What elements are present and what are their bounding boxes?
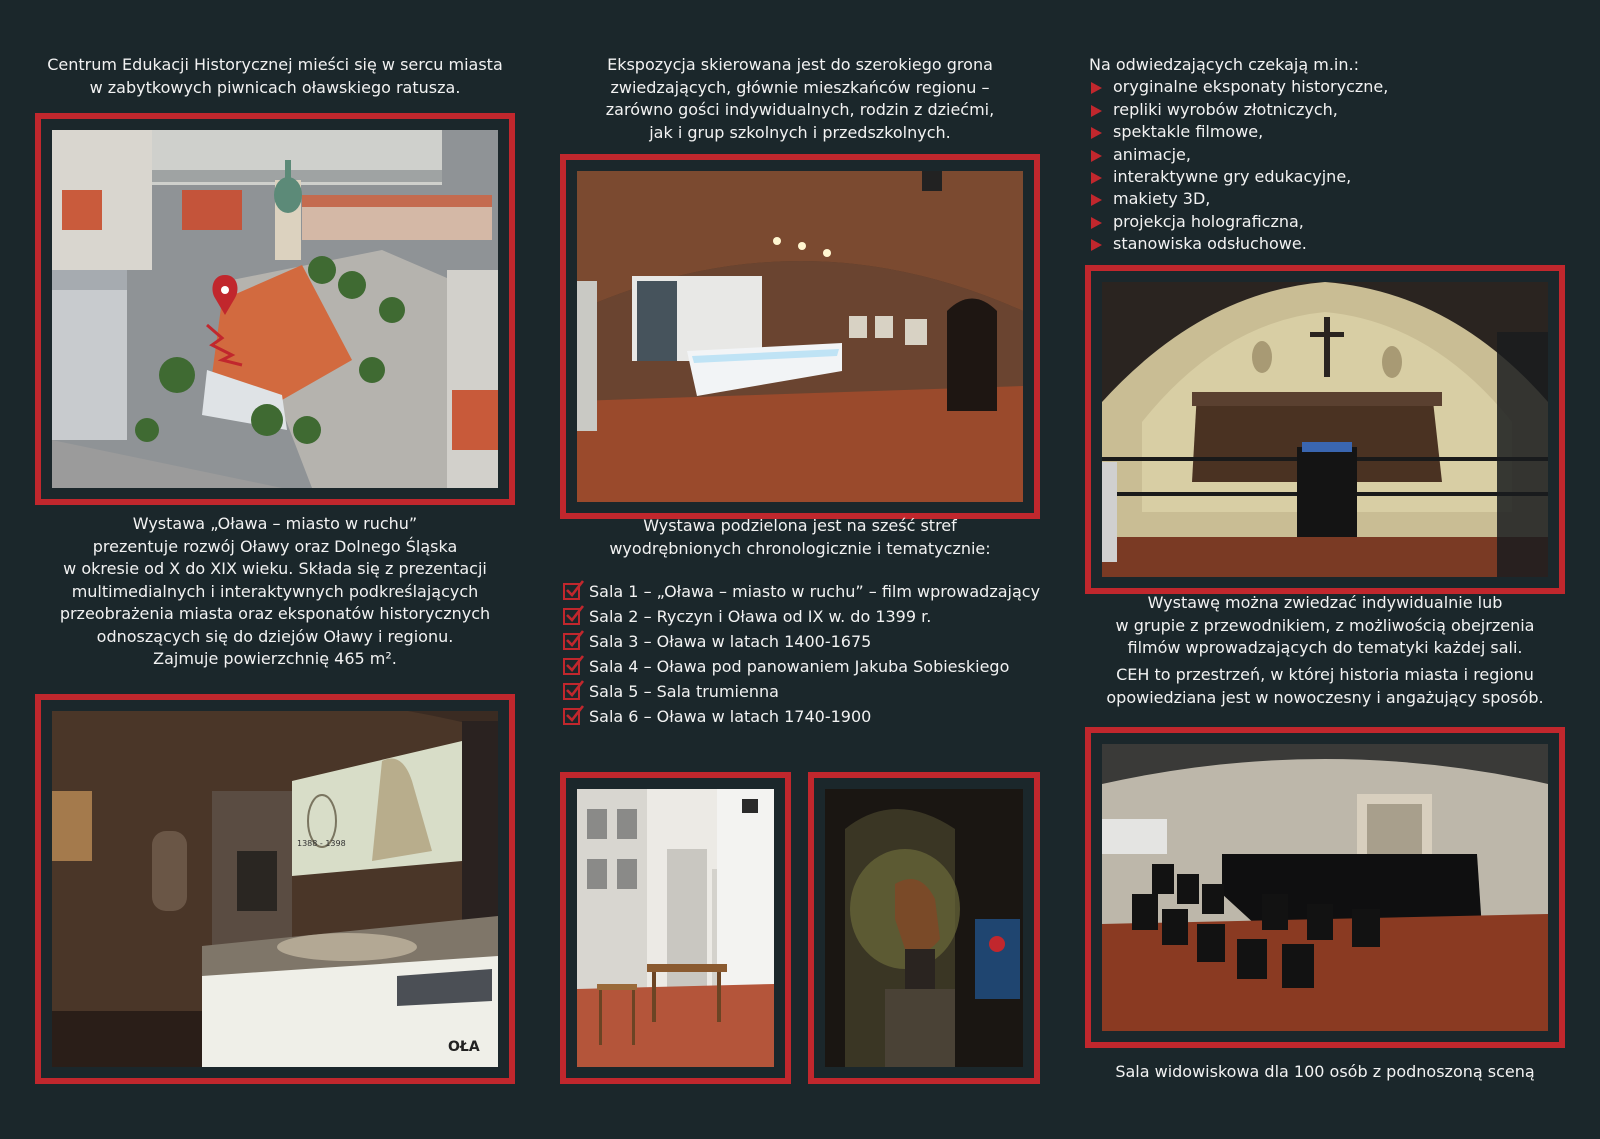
room-label: Sala 5 – Sala trumienna — [589, 682, 779, 701]
rooster-photo — [825, 789, 1023, 1067]
visit-line: filmów wprowadzających do tematyki każdej sali. — [1127, 638, 1523, 657]
auditorium-caption: Sala widowiskowa dla 100 osób z podnoszoną sceną — [1115, 1062, 1535, 1081]
photo-frame-rooster — [808, 772, 1040, 1084]
room-item — [563, 604, 1053, 629]
offer-intro: Na odwiedzających czekają m.in.: — [1089, 55, 1359, 74]
exhibit-line: przeobrażenia miasta oraz eksponatów historycznych — [59, 604, 491, 623]
auditorium-photo — [1102, 744, 1548, 1031]
checkbox-checked-icon — [563, 679, 585, 701]
room-item — [563, 629, 1053, 654]
offer-label: repliki wyrobów złotniczych, — [1113, 99, 1338, 119]
photo-frame-street-room — [560, 772, 791, 1084]
exhibit-line: Zajmuje powierzchnię 465 m². — [153, 649, 397, 668]
offer-label: animacje, — [1113, 144, 1191, 164]
room-item — [563, 679, 1053, 704]
audience-line: zarówno gości indywidualnych, rodzin z dziećmi, — [605, 100, 995, 119]
exhibit-line: odnoszących się do dziejów Oławy i regionu. — [96, 626, 454, 646]
projection-room-photo — [52, 711, 498, 1067]
zones-intro — [560, 515, 1040, 560]
audience-line: Ekspozycja skierowana jest do szerokiego grona — [607, 55, 993, 74]
visit-info — [1080, 592, 1570, 660]
ceh-info — [1080, 664, 1570, 709]
room-item — [563, 654, 1053, 679]
offer-item — [1089, 211, 1529, 233]
offer-label: oryginalne eksponaty historyczne, — [1113, 77, 1389, 97]
photo-frame-aerial — [35, 113, 515, 505]
arrow-bullet-icon — [1091, 82, 1102, 94]
checkbox-checked-icon — [563, 654, 585, 676]
offer-list — [1089, 54, 1529, 256]
arrow-bullet-icon — [1091, 127, 1102, 139]
offer-item — [1089, 99, 1529, 121]
checkbox-checked-icon — [563, 579, 585, 601]
room-label: Sala 3 – Oława w latach 1400-1675 — [589, 632, 872, 651]
exhibit-line: prezentuje rozwój Oławy oraz Dolnego Śląska — [92, 536, 458, 556]
offer-label: makiety 3D, — [1113, 189, 1211, 209]
room-label: Sala 1 – „Oława – miasto w ruchu” – film wprowadzający — [589, 582, 1041, 601]
audience-text — [560, 54, 1040, 144]
photo-frame-coffin-room — [1085, 265, 1565, 594]
arrow-bullet-icon — [1091, 194, 1102, 206]
street-room-photo — [577, 789, 774, 1067]
arrow-bullet-icon — [1091, 150, 1102, 162]
audience-line: jak i grup szkolnych i przedszkolnych. — [649, 122, 951, 142]
ceh-line: CEH to przestrzeń, w której historia miasta i regionu — [1116, 665, 1534, 684]
arrow-bullet-icon — [1091, 105, 1102, 117]
room-label: Sala 6 – Oława w latach 1740-1900 — [589, 707, 872, 726]
zones-line: Wystawa podzielona jest na sześć stref — [643, 516, 957, 535]
projection-date: 1388 - 1398 — [297, 839, 346, 848]
checkbox-checked-icon — [563, 629, 585, 651]
exhibit-line: Wystawa „Oława – miasto w ruchu” — [132, 514, 418, 533]
zones-line: wyodrębnionych chronologicznie i tematycznie: — [609, 538, 991, 558]
model-label: OŁA — [448, 1039, 480, 1055]
rooms-list — [563, 579, 1053, 729]
audience-line: zwiedzających, głównie mieszkańców regionu – — [610, 77, 990, 97]
arrow-bullet-icon — [1091, 217, 1102, 229]
exhibit-line: multimedialnych i interaktywnych podkreślających — [71, 581, 479, 601]
visit-line: Wystawę można zwiedzać indywidualnie lub — [1147, 593, 1503, 612]
room-label: Sala 2 – Ryczyn i Oława od IX w. do 1399 r. — [589, 607, 932, 626]
room-item — [563, 704, 1053, 729]
exhibit-description — [40, 513, 510, 671]
arrow-bullet-icon — [1091, 239, 1102, 251]
offer-item — [1089, 188, 1529, 210]
intro-paragraph: Centrum Edukacji Historycznej mieści się w sercu miasta w zabytkowych piwnicach oławskiego ratusza. — [47, 55, 503, 97]
offer-label: interaktywne gry edukacyjne, — [1113, 167, 1352, 187]
offer-item — [1089, 144, 1529, 166]
room-item — [563, 579, 1053, 604]
offer-item — [1089, 76, 1529, 98]
photo-frame-auditorium — [1085, 727, 1565, 1048]
aerial-town-photo — [52, 130, 498, 488]
offer-item — [1089, 233, 1529, 255]
coffin-room-photo — [1102, 282, 1548, 577]
photo-frame-vaulted-hall — [560, 154, 1040, 519]
offer-label: projekcja holograficzna, — [1113, 211, 1304, 231]
offer-label: spektakle filmowe, — [1113, 122, 1264, 142]
intro-text — [44, 54, 506, 99]
offer-item — [1089, 166, 1529, 188]
vaulted-hall-photo — [577, 171, 1023, 502]
exhibit-line: w okresie od X do XIX wieku. Składa się z prezentacji — [63, 559, 487, 578]
offer-label: stanowiska odsłuchowe. — [1113, 234, 1307, 254]
ceh-line: opowiedziana jest w nowoczesny i angażujący sposób. — [1106, 687, 1544, 707]
checkbox-checked-icon — [563, 704, 585, 726]
room-label: Sala 4 – Oława pod panowaniem Jakuba Sobieskiego — [589, 657, 1010, 676]
photo-frame-projection-room — [35, 694, 515, 1084]
offer-item — [1089, 121, 1529, 143]
checkbox-checked-icon — [563, 604, 585, 626]
visit-line: w grupie z przewodnikiem, z możliwością obejrzenia — [1115, 615, 1535, 635]
arrow-bullet-icon — [1091, 172, 1102, 184]
